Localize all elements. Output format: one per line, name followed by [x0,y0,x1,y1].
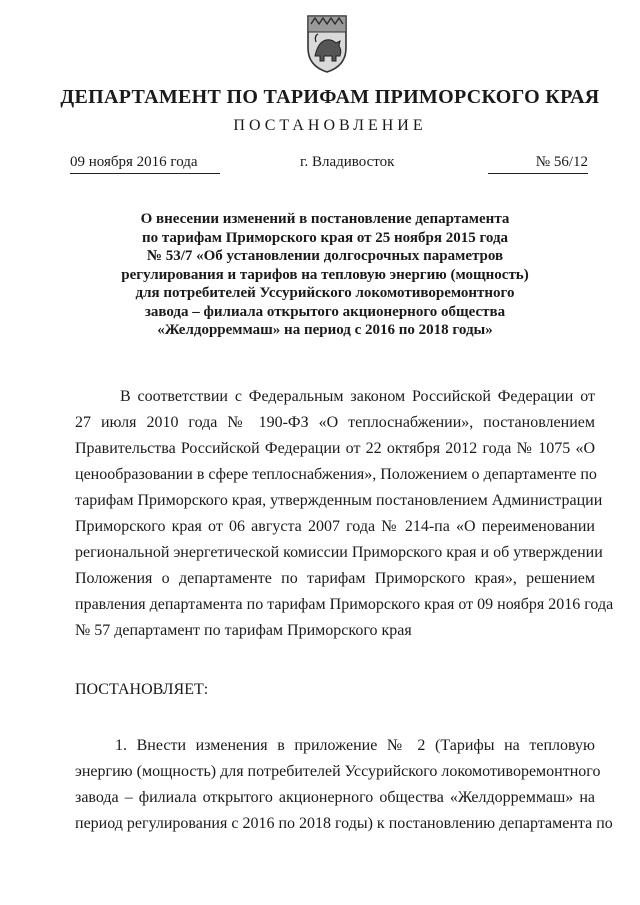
primorsky-coat-of-arms-icon [302,12,352,74]
paragraph-line: региональной энергетической комиссии Приморского края и об утверждении [75,544,603,561]
paragraph-line: период регулирования с 2016 по 2018 годы) к постановлению департамента по [75,815,613,832]
preamble-paragraph [75,384,614,644]
document-subject [90,210,560,340]
subject-line: по тарифам Приморского края от 25 ноября 2015 года [141,229,509,246]
subject-line: для потребителей Уссурийского локомотиворемонтного [135,285,515,301]
paragraph-line: Положения о департаменте по тарифам Приморского края», решением [75,570,595,587]
document-date: 09 ноября 2016 года [70,154,220,174]
paragraph-line: Правительства Российской Федерации от 22 октября 2012 года № 1075 «О [75,440,595,457]
paragraph-line: 1. Внести изменения в приложение № 2 (Тарифы на тепловую [115,737,595,754]
subject-line: регулирования и тарифов на тепловую энергию (мощность) [121,266,529,283]
department-title: ДЕПАРТАМЕНТ ПО ТАРИФАМ ПРИМОРСКОГО КРАЯ [60,86,600,108]
resolves-heading: ПОСТАНОВЛЯЕТ: [75,681,209,698]
subject-line: О внесении изменений в постановление департамента [140,211,510,227]
paragraph-line: правления департамента по тарифам Приморского края от 09 ноября 2016 года [75,596,614,613]
subject-line: № 53/7 «Об установлении долгосрочных параметров [146,248,504,264]
subject-line: «Желдорреммаш» на период с 2016 по 2018 годы» [157,322,493,338]
subject-line: завода – филиала открытого акционерного общества [144,303,506,320]
item-1-paragraph [75,733,613,837]
paragraph-line: завода – филиала открытого акционерного общества «Желдорреммаш» на [75,789,595,806]
document-number: № 56/12 [488,154,588,174]
paragraph-line: 27 июля 2010 года № 190-ФЗ «О теплоснабжении», постановлением [75,414,595,431]
paragraph-line: В соответствии с Федеральным законом Российской Федерации от [120,388,595,405]
paragraph-line: ценообразовании в сфере теплоснабжения», Положением о департаменте по [75,466,597,483]
paragraph-line: тарифам Приморского края, утвержденным постановлением Администрации [75,492,603,509]
paragraph-line: № 57 департамент по тарифам Приморского края [75,622,412,639]
document-city: г. Владивосток [300,154,395,170]
paragraph-line: энергию (мощность) для потребителей Уссурийского локомотиворемонтного [75,763,601,780]
document-type: ПОСТАНОВЛЕНИЕ [233,117,427,134]
paragraph-line: Приморского края от 06 августа 2007 года № 214-па «О переименовании [75,518,595,535]
